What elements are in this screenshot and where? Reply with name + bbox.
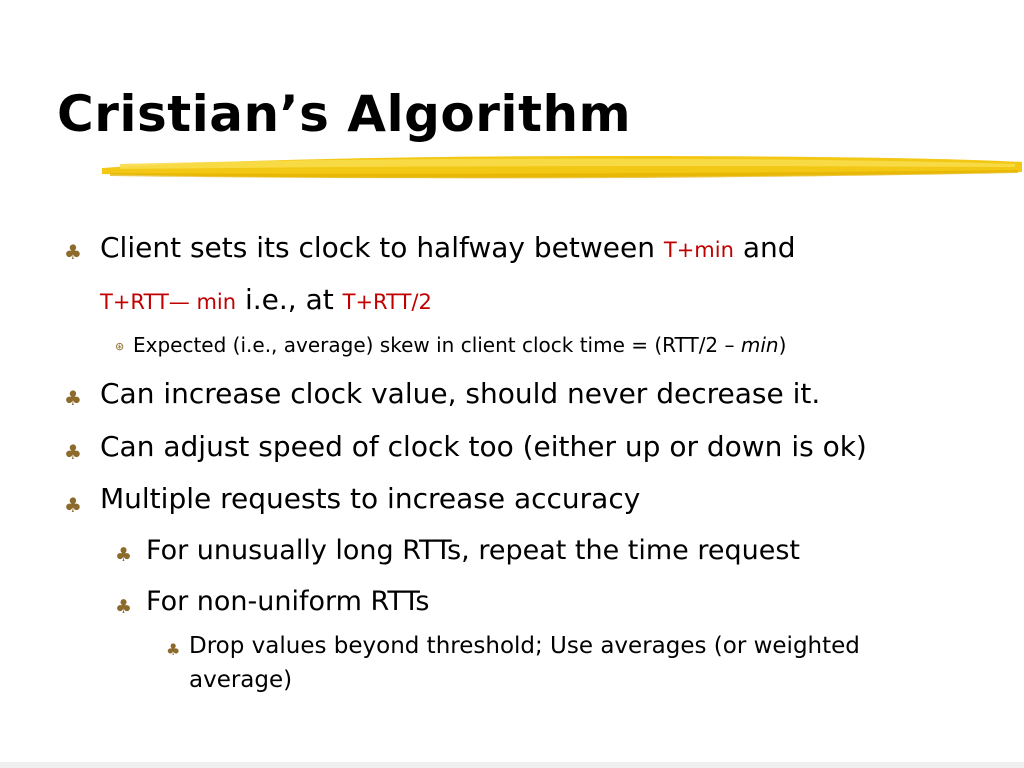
circle-bullet-icon: ⊛ <box>115 340 125 353</box>
sub-bullet-expected-skew <box>133 332 786 358</box>
club-bullet-icon: ♣ <box>64 386 82 410</box>
club-bullet-icon: ♣ <box>166 640 181 659</box>
bullet-client-sets-clock-continued <box>100 282 432 320</box>
bullet-adjust-clock-speed: Can adjust speed of clock too (either up or down is ok) <box>100 430 867 463</box>
sub-bullet-non-uniform-rtts: For non-uniform RTTs <box>146 586 430 617</box>
sub-bullet-text: Expected (i.e., average) skew in client clock time = (RTT/2 – <box>133 333 741 357</box>
sub-sub-bullet-drop-values: Drop values beyond threshold; Use averages (or weighted <box>189 633 860 659</box>
sub-bullet-closing-paren: ) <box>778 333 787 357</box>
sub-bullet-long-rtts: For unusually long RTTs, repeat the time request <box>146 535 801 566</box>
club-bullet-icon: ♣ <box>64 493 82 517</box>
bullet-increase-clock-value: Can increase clock value, should never decrease it. <box>100 377 821 410</box>
bullet-text-ie-at: i.e., at <box>244 283 343 316</box>
bullet-multiple-requests: Multiple requests to increase accuracy <box>100 482 641 515</box>
t-plus-min-term: T+min <box>663 238 734 262</box>
club-bullet-icon: ♣ <box>64 240 82 264</box>
bullet-client-sets-clock <box>100 230 796 268</box>
club-bullet-icon: ♣ <box>115 544 133 566</box>
title-underline-brush-stroke <box>100 150 1024 184</box>
club-bullet-icon: ♣ <box>64 440 82 464</box>
min-italic-term: min <box>740 333 779 357</box>
t-plus-rtt-minus-min-term: T+RTT— min <box>100 290 237 314</box>
slide-title: Cristian’s Algorithm <box>57 85 632 143</box>
t-plus-rtt-half-term: T+RTT/2 <box>342 290 432 314</box>
sub-sub-bullet-drop-values-continued: average) <box>189 667 293 693</box>
slide-bottom-edge <box>0 762 1024 768</box>
bullet-text: Client sets its clock to halfway between <box>100 231 664 264</box>
club-bullet-icon: ♣ <box>115 596 133 618</box>
bullet-text-and: and <box>742 231 796 264</box>
